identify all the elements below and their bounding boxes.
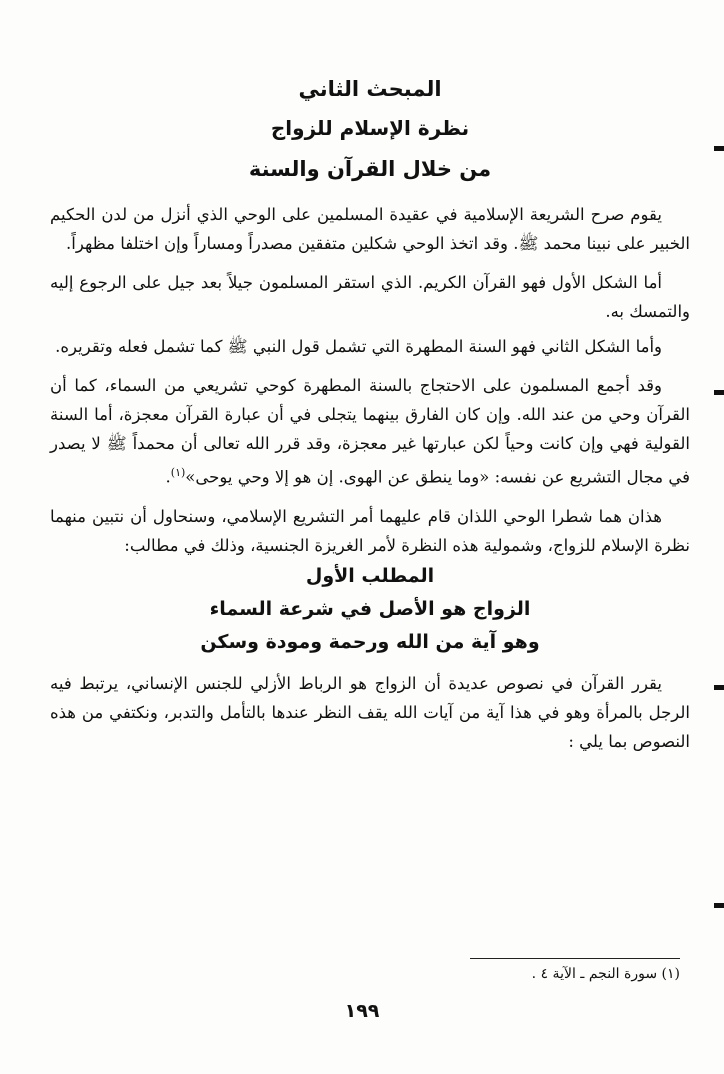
edge-mark: [714, 903, 724, 908]
edge-mark: [714, 146, 724, 151]
footnote: (١) سورة النجم ـ الآية ٤ .: [531, 966, 680, 982]
paragraph-3: وأما الشكل الثاني فهو السنة المطهرة التي تشمل قول النبي ﷺ كما تشمل فعله وتقريره.: [55, 337, 662, 356]
page-content: [50, 70, 690, 756]
paragraph-6: يقرر القرآن في نصوص عديدة أن الزواج هو الرباط الأزلي للجنس الإنساني، يرتبط فيه الرجل بالمرأة وهو في هذا آية من آيات الله يقف النظر عندها بالتأمل والتدبر، ونكتفي من هذه النصوص بما يلي :: [50, 673, 690, 751]
page-number: ١٩٩: [344, 1000, 380, 1022]
edge-mark: [714, 390, 724, 395]
section-heading: المبحث الثاني: [298, 77, 442, 101]
footnote-divider: [470, 958, 680, 959]
paragraph-4: وقد أجمع المسلمون على الاحتجاج بالسنة المطهرة كوحي تشريعي من السماء، كما أن القرآن وحي من عند الله. وإن كان الفارق بينهما يتجلى في أن عبارة القرآن معجزة، أما السنة القولية فهي وإن كانت وحياً لكن عبارتها غير معجزة، وقد قرر الله تعالى أن محمداً ﷺ لا يصدر في مجال التشريع عن نفسه: «وما ينطق عن الهوى. إن هو إلا وحي يوحى»$^{(١)}$.: [50, 376, 690, 487]
paragraph-1: يقوم صرح الشريعة الإسلامية في عقيدة المسلمين على الوحي الذي أنزل من لدن الحكيم الخبير على نبينا محمد ﷺ. وقد اتخذ الوحي شكلين متفقين مصدراً ومساراً وإن اختلفا مظهراً.: [50, 205, 690, 253]
edge-mark: [714, 685, 724, 690]
paragraph-2: أما الشكل الأول فهو القرآن الكريم. الذي استقر المسلمون جيلاً بعد جيل على الرجوع إليه والتمسك به.: [50, 273, 690, 321]
title-line-1: نظرة الإسلام للزواج: [270, 116, 470, 140]
paragraph-4-text: وقد أجمع المسلمون على الاحتجاج بالسنة المطهرة كوحي تشريعي من السماء، كما أن القرآن وحي من عند الله. وإن كان الفارق بينهما يتجلى في أن عبارة القرآن معجزة، أما السنة القولية فهي وإن كانت وحياً لكن عبارتها غير معجزة، وقد قرر الله تعالى أن محمداً ﷺ لا يصدر في مجال التشريع عن نفسه: «وما ينطق عن الهوى. إن هو إلا وحي يوحى»: [50, 376, 690, 487]
subsection-label: المطلب الأول: [305, 564, 435, 587]
subsection-title-line-1: الزواج هو الأصل في شرعة السماء: [209, 597, 531, 620]
footnote-reference: (١): [170, 466, 186, 479]
subsection-title-line-2: وهو آية من الله ورحمة ومودة وسكن: [200, 630, 540, 653]
paragraph-5: هذان هما شطرا الوحي اللذان قام عليهما أمر التشريع الإسلامي، وسنحاول أن نتبين منهما نظرة الإسلام للزواج، وشمولية هذه النظرة لأمر الغريزة الجنسية، وذلك في مطالب:: [50, 506, 690, 555]
title-line-2: من خلال القرآن والسنة: [248, 157, 492, 181]
